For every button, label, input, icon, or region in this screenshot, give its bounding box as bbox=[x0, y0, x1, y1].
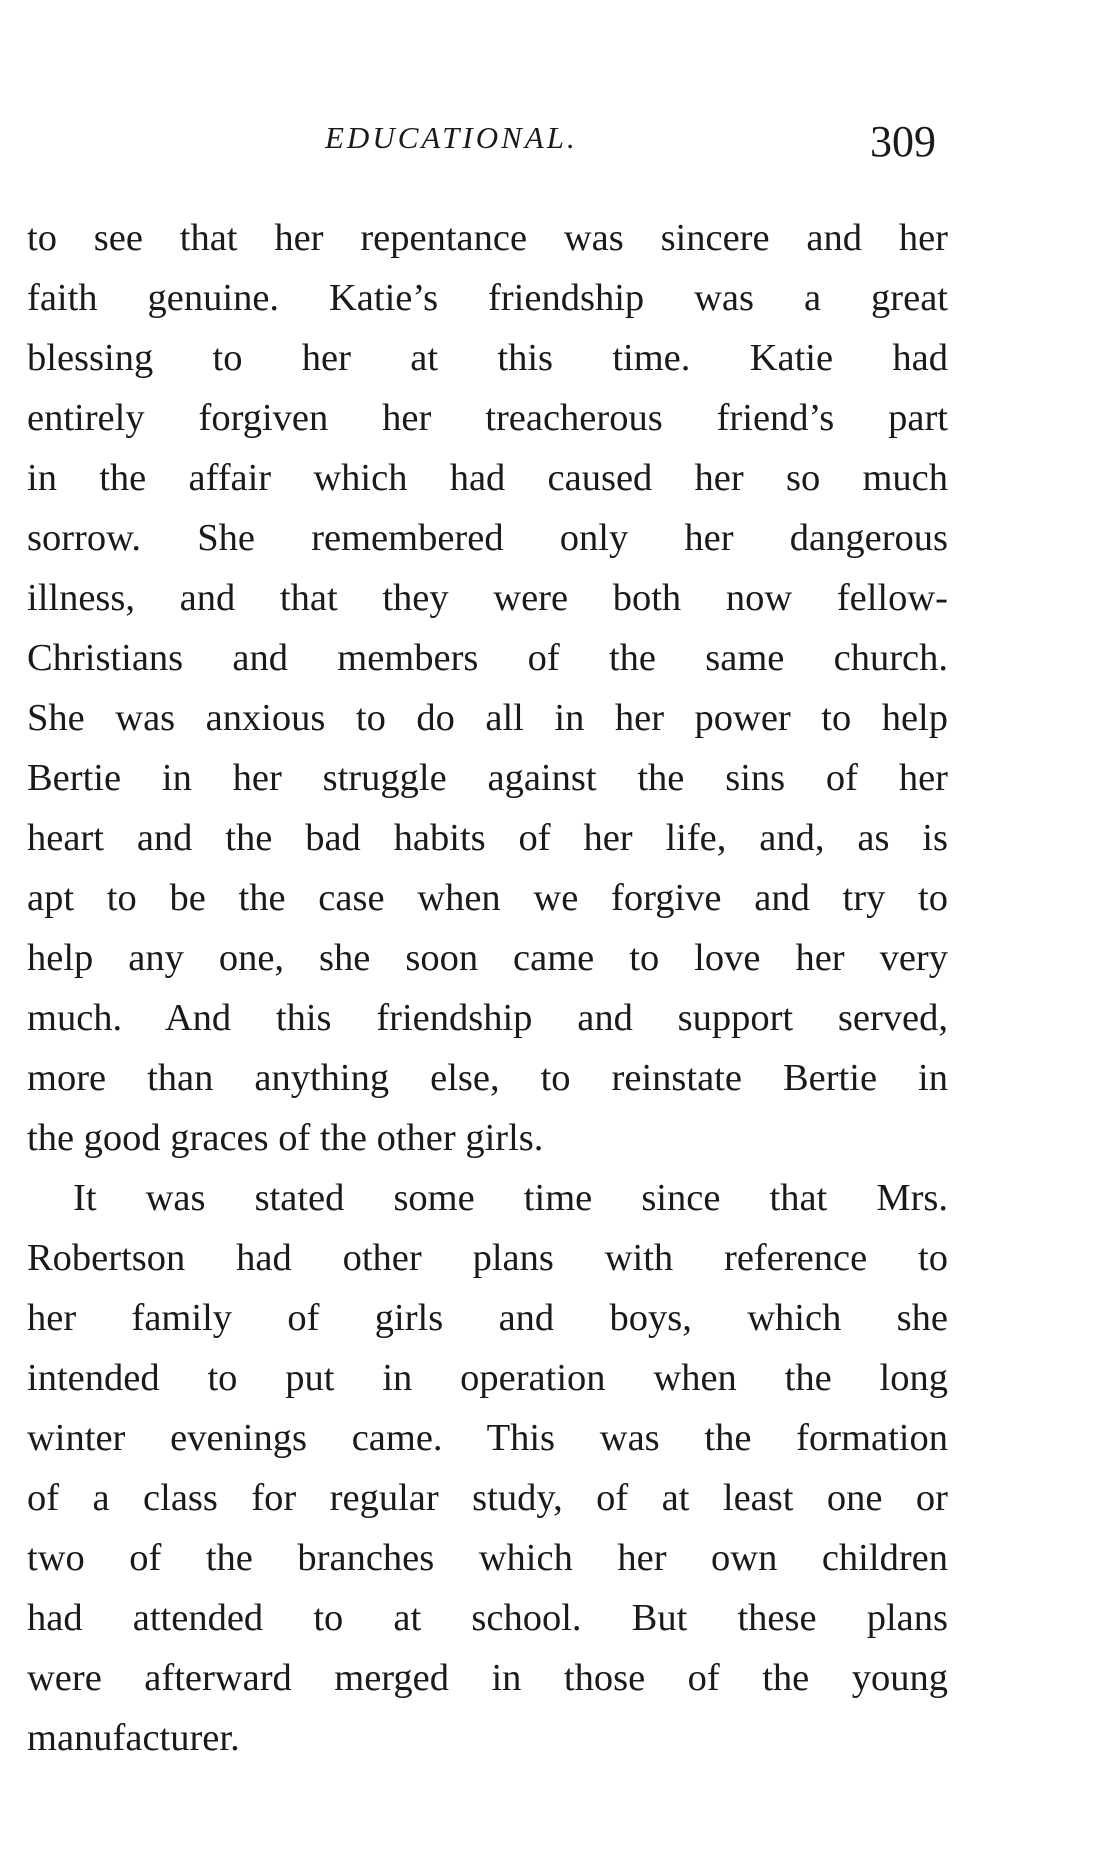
text-line: She was anxious to do all in her power to help bbox=[27, 697, 948, 739]
text-line: apt to be the case when we forgive and try to bbox=[27, 877, 948, 919]
text-line: Christians and members of the same church. bbox=[27, 637, 948, 679]
paragraph-first-line: It was stated some time since that Mrs. bbox=[73, 1177, 948, 1219]
text-line: in the affair which had caused her so much bbox=[27, 457, 948, 499]
text-line: entirely forgiven her treacherous friend’s part bbox=[27, 397, 948, 439]
text-line: her family of girls and boys, which she bbox=[27, 1297, 948, 1339]
text-line: faith genuine. Katie’s friendship was a great bbox=[27, 277, 948, 319]
text-line: help any one, she soon came to love her very bbox=[27, 937, 948, 979]
text-line: more than anything else, to reinstate Bertie in bbox=[27, 1057, 948, 1099]
text-line: were afterward merged in those of the young bbox=[27, 1657, 948, 1699]
text-line: winter evenings came. This was the formation bbox=[27, 1417, 948, 1459]
text-line: intended to put in operation when the long bbox=[27, 1357, 948, 1399]
text-line: illness, and that they were both now fellow- bbox=[27, 577, 948, 619]
text-line: heart and the bad habits of her life, and, as is bbox=[27, 817, 948, 859]
running-title: EDUCATIONAL. bbox=[325, 120, 578, 155]
text-line: manufacturer. bbox=[27, 1717, 240, 1759]
text-line: Bertie in her struggle against the sins of her bbox=[27, 757, 948, 799]
page-number: 309 bbox=[870, 117, 936, 166]
text-line: of a class for regular study, of at least one or bbox=[27, 1477, 948, 1519]
text-line: two of the branches which her own children bbox=[27, 1537, 948, 1579]
running-head bbox=[0, 116, 1118, 176]
text-line: blessing to her at this time. Katie had bbox=[27, 337, 948, 379]
text-line: to see that her repentance was sincere and her bbox=[27, 217, 948, 259]
text-line: Robertson had other plans with reference to bbox=[27, 1237, 948, 1279]
text-line: had attended to at school. But these plans bbox=[27, 1597, 948, 1639]
body-text bbox=[27, 208, 948, 1768]
text-line: much. And this friendship and support served, bbox=[27, 997, 948, 1039]
text-line: the good graces of the other girls. bbox=[27, 1117, 544, 1159]
text-line: sorrow. She remembered only her dangerous bbox=[27, 517, 948, 559]
